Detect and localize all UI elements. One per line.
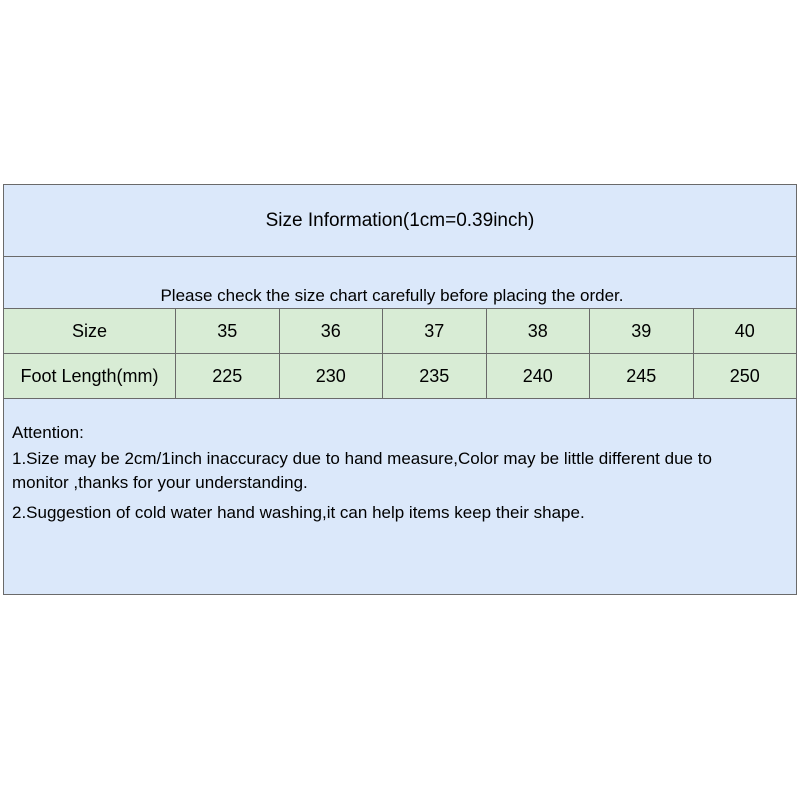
chart-subtitle: Please check the size chart carefully before placing the order. <box>160 286 624 305</box>
chart-title-row <box>4 185 796 257</box>
table-row-foot-length <box>4 354 796 399</box>
foot-length-cell-40: 250 <box>694 354 797 398</box>
foot-length-cell-37: 235 <box>383 354 487 398</box>
table-row-size <box>4 309 796 354</box>
chart-subtitle-row <box>4 257 796 309</box>
size-cell-40: 40 <box>694 309 797 353</box>
foot-length-cell-35: 225 <box>176 354 280 398</box>
attention-line-3: 2.Suggestion of cold water hand washing,it can help items keep their shape. <box>12 503 585 522</box>
attention-line-2: monitor ,thanks for your understanding. <box>12 473 308 492</box>
attention-line-1: 1.Size may be 2cm/1inch inaccuracy due to hand measure,Color may be little different due to <box>12 449 712 468</box>
size-cell-35: 35 <box>176 309 280 353</box>
foot-length-cell-36: 230 <box>280 354 384 398</box>
size-cell-37: 37 <box>383 309 487 353</box>
size-cell-36: 36 <box>280 309 384 353</box>
chart-title: Size Information(1cm=0.39inch) <box>265 209 535 231</box>
row-header-foot-length: Foot Length(mm) <box>4 354 176 398</box>
attention-section <box>4 399 796 594</box>
foot-length-cell-38: 240 <box>487 354 591 398</box>
row-header-size: Size <box>4 309 176 353</box>
size-cell-39: 39 <box>590 309 694 353</box>
attention-heading: Attention: <box>12 423 84 442</box>
foot-length-cell-39: 245 <box>590 354 694 398</box>
size-cell-38: 38 <box>487 309 591 353</box>
size-chart-table <box>3 184 797 595</box>
